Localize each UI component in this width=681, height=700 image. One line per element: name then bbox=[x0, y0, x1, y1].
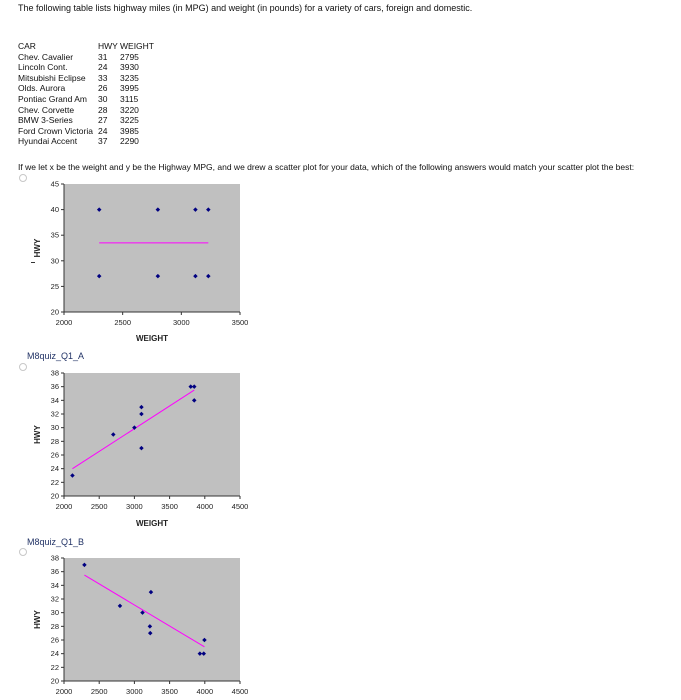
cell-hwy: 26 bbox=[98, 83, 108, 94]
y-tick-label: 30 bbox=[50, 608, 59, 618]
y-axis-title: HWY bbox=[33, 425, 42, 444]
y-tick-label: 28 bbox=[50, 436, 59, 446]
y-tick-label: 32 bbox=[50, 409, 59, 419]
x-tick-label: 2000 bbox=[55, 687, 73, 696]
y-tick-label: 26 bbox=[50, 635, 59, 645]
header-weight: WEIGHT bbox=[120, 41, 154, 51]
cell-weight: 3235 bbox=[120, 72, 139, 83]
cell-weight: 3225 bbox=[120, 115, 139, 126]
y-tick-label: 22 bbox=[50, 477, 59, 487]
y-tick-label: 40 bbox=[50, 205, 59, 215]
x-tick-label: 3000 bbox=[126, 502, 143, 511]
x-tick-label: 2000 bbox=[55, 502, 73, 511]
y-tick-label: 45 bbox=[50, 179, 59, 189]
cell-hwy: 37 bbox=[98, 136, 108, 147]
y-tick-label: 26 bbox=[50, 450, 59, 460]
y-tick-label: 34 bbox=[50, 395, 59, 405]
intro-text: The following table lists highway miles (in MPG) and weight (in pounds) for a variety of cars, foreign and domestic. bbox=[18, 3, 473, 13]
cell-hwy: 28 bbox=[98, 104, 108, 115]
y-axis-title: HWY bbox=[33, 238, 42, 258]
x-tick-label: 4000 bbox=[196, 502, 214, 511]
cell-hwy: 24 bbox=[98, 62, 108, 73]
cell-car: Ford Crown Victoria bbox=[18, 125, 93, 136]
cell-weight: 3985 bbox=[120, 125, 139, 136]
cell-car: Chev. Corvette bbox=[18, 104, 75, 115]
x-tick-label: 2500 bbox=[90, 502, 108, 511]
cell-hwy: 24 bbox=[98, 125, 108, 136]
x-tick-label: 3500 bbox=[161, 687, 178, 696]
cell-car: BMW 3-Series bbox=[18, 115, 73, 126]
x-axis-title: WEIGHT bbox=[136, 519, 168, 528]
x-tick-label: 2500 bbox=[90, 687, 108, 696]
x-tick-label: 4000 bbox=[196, 687, 214, 696]
x-axis-title: WEIGHT bbox=[136, 334, 168, 343]
y-tick-label: 32 bbox=[50, 594, 59, 604]
cell-weight: 2290 bbox=[120, 136, 139, 147]
y-tick-label: 22 bbox=[50, 662, 59, 672]
cell-hwy: 27 bbox=[98, 115, 108, 126]
header-car: CAR bbox=[18, 41, 36, 51]
cell-weight: 3115 bbox=[120, 93, 139, 104]
option-b-label: M8quiz_Q1_B bbox=[27, 537, 85, 547]
cell-car: Mitsubishi Eclipse bbox=[18, 72, 86, 83]
y-tick-label: 38 bbox=[50, 553, 59, 563]
y-tick-label: 30 bbox=[50, 256, 59, 266]
cell-weight: 3995 bbox=[120, 83, 139, 94]
y-tick-label: 20 bbox=[50, 491, 59, 501]
option-a-label: M8quiz_Q1_A bbox=[27, 351, 85, 361]
x-tick-label: 2500 bbox=[114, 318, 132, 327]
x-tick-label: 3000 bbox=[172, 318, 190, 327]
y-tick-label: 34 bbox=[50, 580, 59, 590]
y-tick-label: 25 bbox=[50, 281, 59, 291]
cell-weight: 3930 bbox=[120, 62, 139, 73]
y-tick-label: 36 bbox=[50, 567, 59, 577]
cell-car: Hyundai Accent bbox=[18, 136, 78, 147]
y-tick-label: 36 bbox=[50, 382, 59, 392]
y-axis-title: HWY bbox=[33, 610, 42, 629]
cell-car: Chev. Cavalier bbox=[18, 51, 74, 62]
y-tick-label: 24 bbox=[50, 649, 59, 659]
cell-car: Lincoln Cont. bbox=[18, 62, 68, 73]
header-hwy: HWY bbox=[98, 41, 118, 51]
cell-car: Olds. Aurora bbox=[18, 83, 66, 94]
cell-hwy: 33 bbox=[98, 72, 108, 83]
cell-hwy: 30 bbox=[98, 93, 108, 104]
y-tick-label: 38 bbox=[50, 368, 59, 378]
y-tick-label: 35 bbox=[50, 230, 59, 240]
x-tick-label: 3000 bbox=[126, 687, 143, 696]
x-tick-label: 3500 bbox=[231, 318, 249, 327]
y-tick-label: 24 bbox=[50, 464, 59, 474]
question-text: If we let x be the weight and y be the Highway MPG, and we drew a scatter plot for your data, which of the following answers would match your scatter plot the best: bbox=[18, 162, 635, 172]
x-tick-label: 4500 bbox=[231, 502, 249, 511]
y-tick-label: 28 bbox=[50, 621, 59, 631]
plot-area bbox=[64, 558, 240, 681]
cell-weight: 3220 bbox=[120, 104, 139, 115]
y-tick-label: 20 bbox=[50, 307, 59, 317]
y-tick-label: 20 bbox=[50, 676, 59, 686]
x-tick-label: 4500 bbox=[231, 687, 249, 696]
x-tick-label: 2000 bbox=[55, 318, 73, 327]
cell-hwy: 31 bbox=[98, 51, 108, 62]
cell-car: Pontiac Grand Am bbox=[18, 93, 87, 104]
y-tick-label: 30 bbox=[50, 423, 59, 433]
x-tick-label: 3500 bbox=[161, 502, 178, 511]
cell-weight: 2795 bbox=[120, 51, 139, 62]
